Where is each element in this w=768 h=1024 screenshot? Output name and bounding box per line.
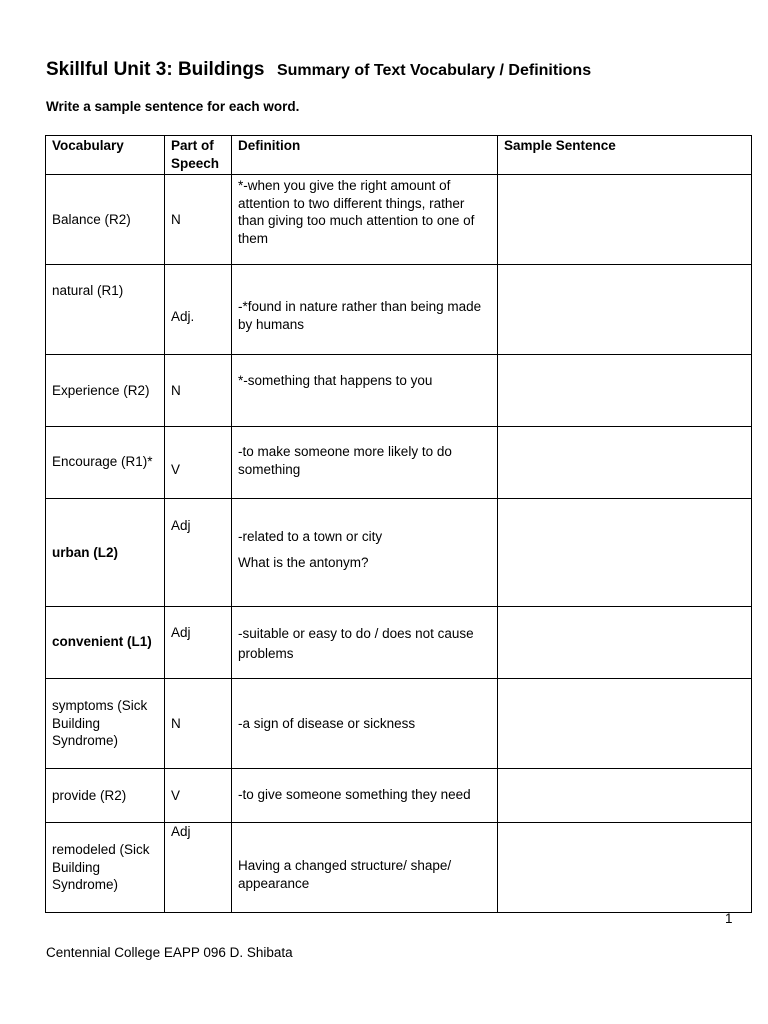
sample-sentence-cell[interactable] [498, 679, 752, 769]
sample-sentence-cell[interactable] [498, 499, 752, 607]
table-row [46, 355, 752, 427]
sample-sentence-cell[interactable] [498, 265, 752, 355]
document-title [46, 59, 591, 81]
definition: *-something that happens to you [232, 355, 498, 427]
part-of-speech: Adj [165, 823, 232, 913]
sample-sentence-cell[interactable] [498, 427, 752, 499]
column-header-vocabulary: Vocabulary [46, 136, 165, 175]
instruction-text: Write a sample sentence for each word. [46, 99, 300, 114]
definition: *-when you give the right amount of attention to two different things, rather than giving too much attention to one of them [232, 175, 498, 265]
definition: -to give someone something they need [232, 769, 498, 823]
table-row [46, 265, 752, 355]
sample-sentence-cell[interactable] [498, 769, 752, 823]
vocab-word: symptoms (Sick Building Syndrome) [46, 679, 165, 769]
vocab-word: convenient (L1) [46, 607, 165, 679]
definition: -suitable or easy to do / does not cause problems [232, 607, 498, 679]
part-of-speech: N [165, 175, 232, 265]
table-row [46, 175, 752, 265]
vocabulary-table [45, 135, 752, 913]
column-header-part-of-speech: Part of Speech [165, 136, 232, 175]
definition: -related to a town or city [238, 529, 383, 545]
definition: Having a changed structure/ shape/ appearance [232, 823, 498, 913]
title-main: Skillful Unit 3: Buildings [46, 59, 265, 80]
definition: -*found in nature rather than being made by humans [232, 265, 498, 355]
table-row [46, 427, 752, 499]
sample-sentence-cell[interactable] [498, 607, 752, 679]
column-header-definition: Definition [232, 136, 498, 175]
table-header-row [46, 136, 752, 175]
part-of-speech: V [165, 427, 232, 499]
table-row [46, 679, 752, 769]
table-row [46, 823, 752, 913]
part-of-speech: Adj [165, 499, 232, 607]
sample-sentence-cell[interactable] [498, 355, 752, 427]
vocab-word: Experience (R2) [46, 355, 165, 427]
vocab-word: Encourage (R1)* [46, 427, 165, 499]
definition-cell [232, 499, 498, 607]
part-of-speech: N [165, 355, 232, 427]
part-of-speech: Adj. [165, 265, 232, 355]
table-row [46, 769, 752, 823]
table-row [46, 499, 752, 607]
part-of-speech: N [165, 679, 232, 769]
footer-text: Centennial College EAPP 096 D. Shibata [46, 945, 293, 960]
part-of-speech: Adj [165, 607, 232, 679]
vocab-word: remodeled (Sick Building Syndrome) [46, 823, 165, 913]
page-number: 1 [725, 911, 733, 926]
sample-sentence-cell[interactable] [498, 175, 752, 265]
part-of-speech: V [165, 769, 232, 823]
column-header-sample-sentence: Sample Sentence [498, 136, 752, 175]
vocab-word: natural (R1) [46, 265, 165, 355]
definition-question: What is the antonym? [238, 554, 369, 570]
title-subtitle: Summary of Text Vocabulary / Definitions [276, 62, 592, 79]
definition: -a sign of disease or sickness [232, 679, 498, 769]
vocab-word: urban (L2) [46, 499, 165, 607]
sample-sentence-cell[interactable] [498, 823, 752, 913]
definition: -to make someone more likely to do something [232, 427, 498, 499]
vocab-word: Balance (R2) [46, 175, 165, 265]
vocab-word: provide (R2) [46, 769, 165, 823]
table-row [46, 607, 752, 679]
